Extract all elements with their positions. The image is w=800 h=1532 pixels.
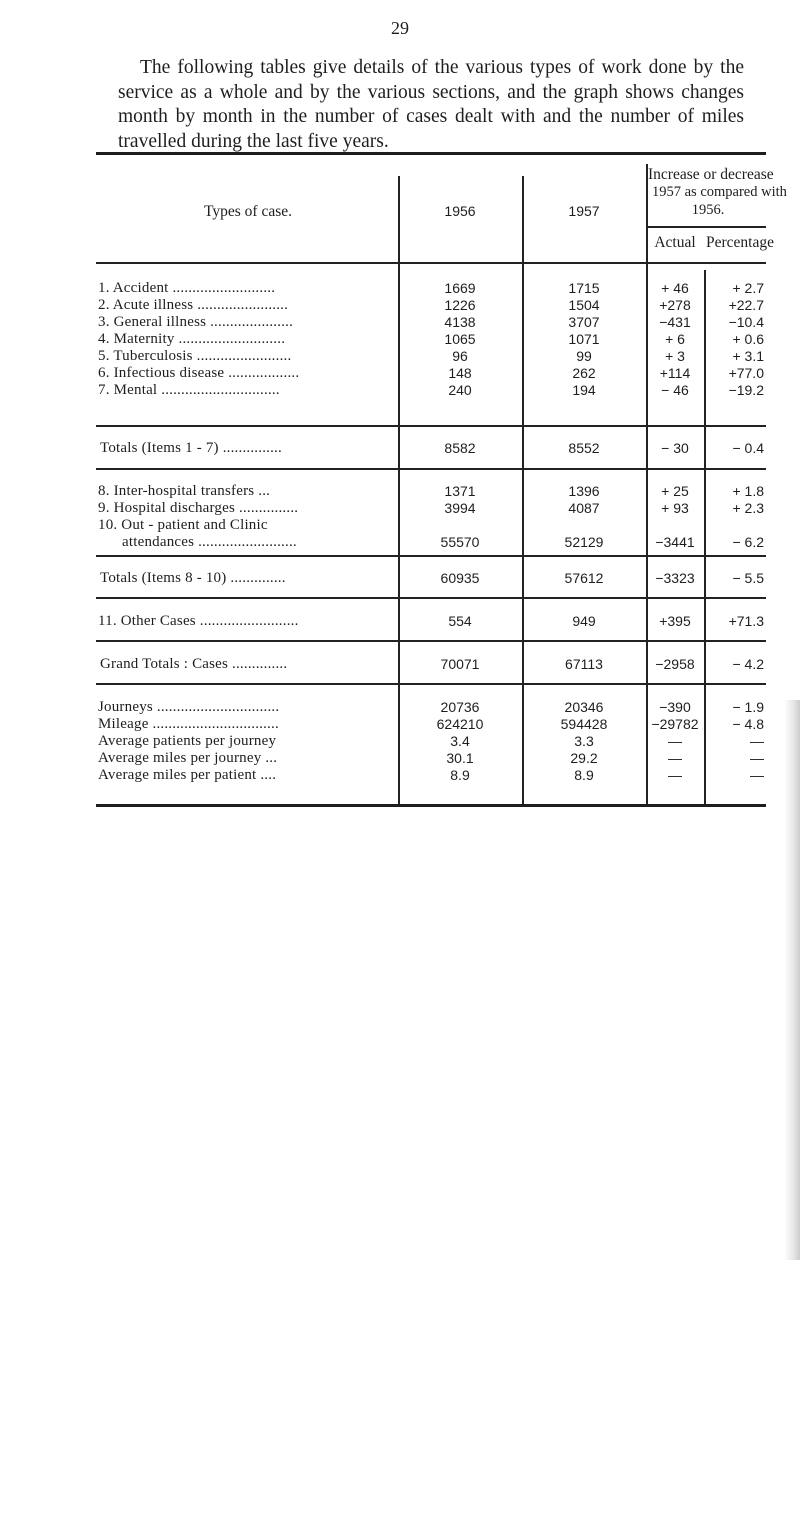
row-value-actual: −2958: [655, 656, 695, 672]
row-value-1956: 1065: [444, 331, 476, 347]
row-value-1956: 70071: [440, 656, 480, 672]
row-value-percentage: − 4.2: [732, 656, 764, 672]
row-value-1956: 8582: [444, 440, 476, 456]
row-value-1957: 1396: [568, 483, 600, 499]
row-value-actual: + 3: [665, 348, 685, 364]
table-bottom-rule: [96, 804, 766, 807]
header-actual: Actual: [654, 234, 696, 251]
row-value-1956: 3994: [444, 500, 476, 516]
row-value-1957: 594428: [560, 716, 608, 732]
row-value-1957: 8.9: [574, 767, 594, 783]
row-value-1956: 4138: [444, 314, 476, 330]
row-label: Average miles per patient ....: [98, 767, 277, 783]
row-value-1957: 67113: [565, 656, 603, 672]
row-value-1956: 624210: [436, 716, 484, 732]
scan-shadow-edge: [784, 700, 800, 1260]
row-value-percentage: − 0.4: [732, 440, 764, 456]
page-number: 29: [391, 18, 409, 38]
row-value-actual: —: [668, 767, 682, 783]
row-value-1956: 30.1: [446, 750, 474, 766]
row-value-actual: + 93: [661, 500, 689, 516]
row-value-1956: 55570: [440, 534, 480, 550]
row-value-actual: −3441: [655, 534, 695, 550]
row-label: 3. General illness .....................: [98, 314, 294, 330]
row-value-percentage: + 2.3: [732, 500, 764, 516]
header-subdivider: [646, 226, 766, 228]
row-value-1957: 1071: [568, 331, 600, 347]
group2-bottom-rule: [96, 555, 766, 557]
header-bottom-rule: [96, 262, 766, 264]
row-label: Average patients per journey: [98, 733, 277, 749]
row-label: Totals (Items 8 - 10) ..............: [100, 570, 286, 586]
header-type: Types of case.: [203, 203, 292, 220]
row-value-percentage: −19.2: [728, 382, 764, 398]
row-value-percentage: − 4.8: [732, 716, 764, 732]
header-1957: 1957: [568, 203, 600, 219]
row-label: 7. Mental ..............................: [98, 382, 280, 398]
row-value-actual: + 25: [661, 483, 689, 499]
row-label: 2. Acute illness .......................: [98, 297, 289, 313]
row-label: 6. Infectious disease ..................: [98, 365, 300, 381]
row-label: 10. Out - patient and Clinic: [98, 517, 268, 533]
row-label: Totals (Items 1 - 7) ...............: [100, 440, 282, 456]
row-value-percentage: —: [750, 767, 764, 783]
row-value-actual: −390: [659, 699, 691, 715]
row-value-1957: 57612: [564, 570, 604, 586]
row-value-actual: + 6: [665, 331, 685, 347]
row-value-1956: 1226: [444, 297, 476, 313]
row-label: 9. Hospital discharges ...............: [98, 500, 299, 516]
row-value-1957: 1715: [568, 280, 600, 296]
row-value-actual: +395: [659, 613, 691, 629]
row-value-percentage: −10.4: [728, 314, 764, 330]
row-value-actual: +278: [659, 297, 691, 313]
row-value-actual: −3323: [655, 570, 695, 586]
totals2-bottom-rule: [96, 597, 766, 599]
row-value-percentage: − 5.5: [732, 570, 764, 586]
row-value-actual: + 46: [661, 280, 689, 296]
row-value-actual: +114: [659, 365, 691, 381]
row-value-1956: 1371: [444, 483, 476, 499]
row-label: 5. Tuberculosis ........................: [98, 348, 292, 364]
row-value-actual: − 46: [661, 382, 689, 398]
intro-paragraph: The following tables give details of the various types of work done by the service as a whole and by the various sections, and the graph shows changes month by month in the number of cases dealt with and the number of miles travelled during the last five years.: [118, 57, 744, 152]
row-value-1956: 60935: [440, 570, 480, 586]
row-label: 4. Maternity ...........................: [98, 331, 286, 347]
row-value-1957: 949: [572, 613, 596, 629]
row-value-1957: 8552: [568, 440, 600, 456]
row-value-percentage: − 1.9: [732, 699, 764, 715]
header-percentage: Percentage: [706, 234, 774, 251]
row-value-1956: 8.9: [450, 767, 470, 783]
row-value-percentage: +71.3: [728, 613, 764, 629]
row-value-percentage: —: [750, 733, 764, 749]
row-value-1956: 240: [448, 382, 472, 398]
row-label: attendances .........................: [122, 534, 297, 550]
row-value-1957: 1504: [568, 297, 600, 313]
row-value-1956: 3.4: [450, 733, 470, 749]
row-value-1956: 554: [448, 613, 472, 629]
totals1-bottom-rule: [96, 468, 766, 470]
other-cases-bottom-rule: [96, 640, 766, 642]
row-value-percentage: —: [750, 750, 764, 766]
row-value-actual: —: [668, 750, 682, 766]
header-change-line3: 1956.: [691, 202, 725, 218]
row-label: 11. Other Cases .........................: [98, 613, 299, 629]
row-value-percentage: + 2.7: [732, 280, 764, 296]
row-value-1956: 96: [452, 348, 468, 364]
row-value-1957: 4087: [568, 500, 600, 516]
group1-bottom-rule: [96, 425, 766, 427]
row-label: Journeys ...............................: [98, 699, 280, 715]
row-value-actual: − 30: [661, 440, 689, 456]
row-value-1957: 262: [572, 365, 596, 381]
row-label: Grand Totals : Cases ..............: [100, 656, 288, 672]
row-label: 8. Inter-hospital transfers ...: [98, 483, 271, 499]
row-value-percentage: + 0.6: [732, 331, 764, 347]
row-value-percentage: +22.7: [728, 297, 764, 313]
row-value-1957: 52129: [564, 534, 604, 550]
row-value-actual: −29782: [651, 716, 699, 732]
row-value-1957: 20346: [564, 699, 604, 715]
row-label: 1. Accident ..........................: [98, 280, 276, 296]
row-value-1957: 194: [572, 382, 596, 398]
row-value-1957: 29.2: [570, 750, 598, 766]
row-value-actual: —: [668, 733, 682, 749]
row-value-1956: 20736: [440, 699, 480, 715]
header-1956: 1956: [444, 203, 476, 219]
row-value-percentage: − 6.2: [732, 534, 764, 550]
header-change-line1: Increase or decrease: [648, 166, 774, 183]
row-value-percentage: + 3.1: [732, 348, 764, 364]
row-value-actual: −431: [659, 314, 691, 330]
table-top-rule: [96, 152, 766, 155]
row-value-percentage: +77.0: [728, 365, 764, 381]
row-value-1957: 3707: [568, 314, 600, 330]
grand-totals-bottom-rule: [96, 683, 766, 685]
row-value-1956: 1669: [444, 280, 476, 296]
row-label: Mileage ................................: [98, 716, 279, 732]
row-value-percentage: + 1.8: [732, 483, 764, 499]
row-label: Average miles per journey ...: [98, 750, 278, 766]
header-change-line2: 1957 as compared with: [652, 184, 787, 200]
row-value-1956: 148: [448, 365, 472, 381]
row-value-1957: 99: [576, 348, 592, 364]
row-value-1957: 3.3: [574, 733, 594, 749]
